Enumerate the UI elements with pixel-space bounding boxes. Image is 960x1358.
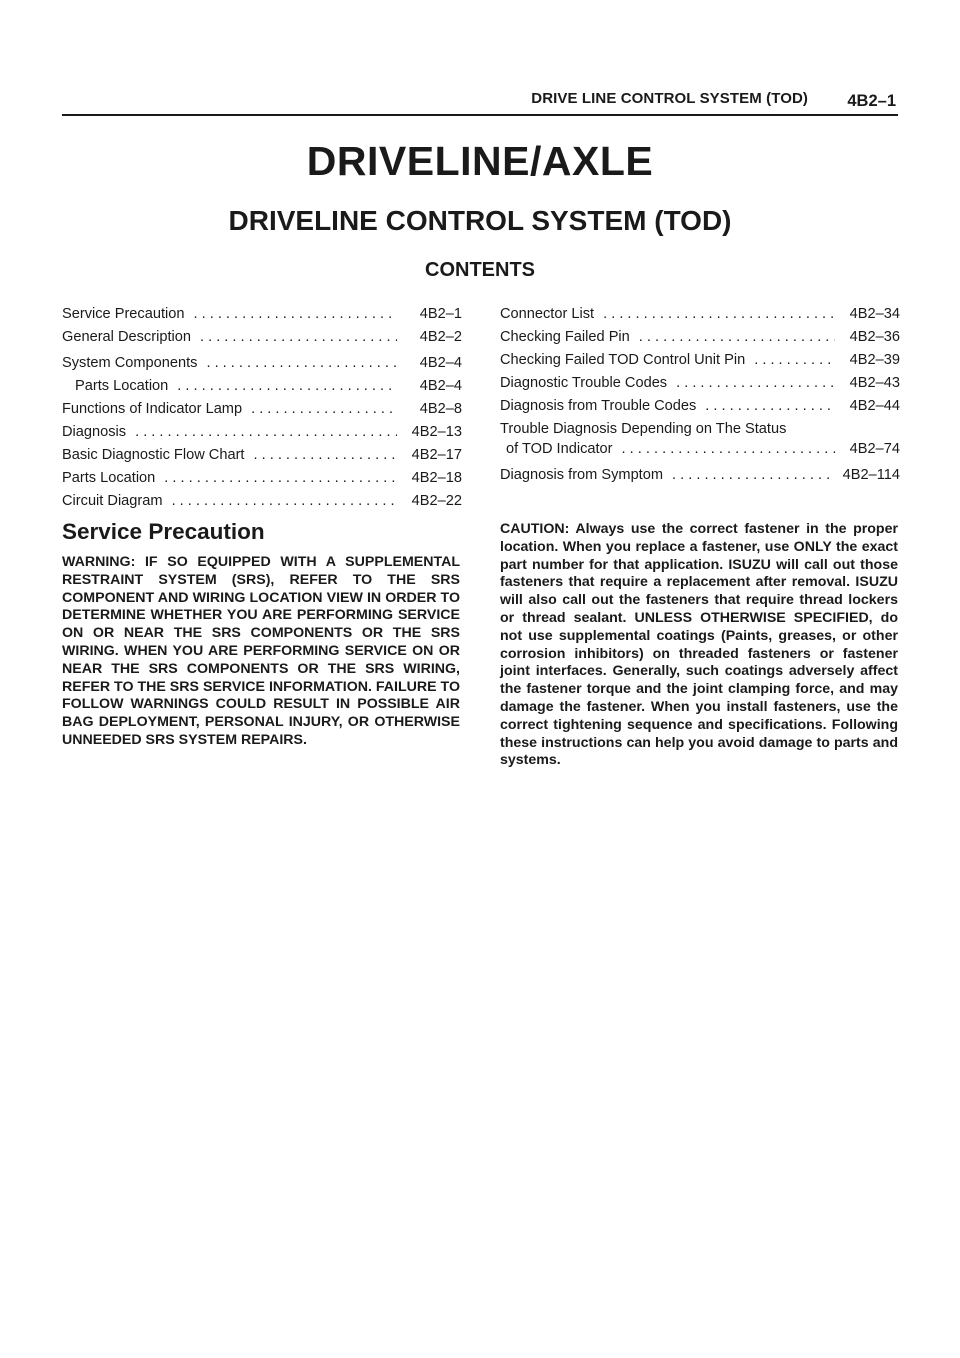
toc-entry-label: Functions of Indicator Lamp: [62, 401, 243, 417]
chapter-title: DRIVELINE/AXLE: [306, 138, 654, 184]
toc-entry[interactable]: [62, 303, 462, 326]
service-precaution-heading: Service Precaution: [62, 519, 265, 544]
toc-entry-page: 4B2–22: [411, 493, 462, 509]
section-title: DRIVE LINE CONTROL SYSTEM (TOD): [531, 90, 808, 107]
toc-dot-leader: [194, 303, 398, 326]
toc-entry-page: 4B2–74: [849, 441, 900, 457]
toc-entry-label-line1: Trouble Diagnosis Depending on The Status: [500, 421, 787, 437]
toc-entry-label: Circuit Diagram: [62, 493, 163, 509]
toc-entry-page: 4B2–39: [849, 352, 900, 368]
toc-entry[interactable]: [62, 398, 462, 421]
toc-dot-leader: [164, 467, 397, 490]
toc-entry[interactable]: [500, 349, 900, 372]
toc-entry[interactable]: [500, 326, 900, 349]
fastener-caution-text: CAUTION: Always use the correct fastener in the proper location. When you replace a fastener, use ONLY the exact part number for that application. ISUZU will call out those fasteners that require a replacement after removal. ISUZU will also call out the fasteners that require thread lockers or thread sealant. UNLESS OTHERWISE SPECIFIED, do not use supplemental coatings (Paints, greases, or other corrosion inhibitors) on threaded fasteners or fastener joint interfaces. Generally, such coatings adversely affect the fastener torque and the joint clamping force, and may damage the fastener. When you install fasteners, use the correct tightening sequence and specifications. Following these instructions can help you avoid damage to parts and systems.: [500, 521, 898, 769]
toc-entry-label: Parts Location: [62, 470, 156, 486]
toc-entry[interactable]: [500, 303, 900, 326]
toc-entry[interactable]: [500, 438, 900, 461]
toc-dot-leader: [705, 395, 835, 418]
toc-dot-leader: [676, 372, 835, 395]
page-number: 4B2–1: [847, 92, 896, 110]
toc-entry-label: Diagnostic Trouble Codes: [500, 375, 668, 391]
page-header: [62, 88, 898, 116]
contents-heading: CONTENTS: [425, 259, 535, 281]
toc-entry-page: 4B2–36: [849, 329, 900, 345]
toc-entry[interactable]: [500, 395, 900, 418]
toc-entry-label: Diagnosis from Trouble Codes: [500, 398, 697, 414]
toc-entry-label: Parts Location: [75, 378, 169, 394]
toc-entry-page: 4B2–18: [411, 470, 462, 486]
toc-entry[interactable]: [500, 464, 900, 487]
toc-dot-leader: [177, 375, 397, 398]
toc-entry-label: of TOD Indicator: [506, 441, 613, 457]
toc-dot-leader: [135, 421, 397, 444]
toc-dot-leader: [622, 438, 835, 461]
toc-entry-page: 4B2–34: [849, 306, 900, 322]
section-heading: DRIVELINE CONTROL SYSTEM (TOD): [228, 205, 732, 236]
toc-entry[interactable]: [62, 444, 462, 467]
toc-entry-label: General Description: [62, 329, 191, 345]
toc-entry[interactable]: [62, 421, 462, 444]
toc-entry-label: Service Precaution: [62, 306, 185, 322]
toc-right-column: [500, 303, 900, 487]
toc-entry-page: 4B2–17: [411, 447, 462, 463]
toc-entry[interactable]: [500, 372, 900, 395]
toc-dot-leader: [254, 444, 398, 467]
toc-dot-leader: [251, 398, 397, 421]
toc-entry[interactable]: [62, 490, 462, 513]
toc-entry-page: 4B2–13: [411, 424, 462, 440]
toc-entry-label: Basic Diagnostic Flow Chart: [62, 447, 245, 463]
toc-entry-label: Diagnosis: [62, 424, 127, 440]
toc-entry-page: 4B2–4: [419, 355, 462, 371]
toc-entry-label: Checking Failed TOD Control Unit Pin: [500, 352, 746, 368]
toc-entry-page: 4B2–2: [419, 329, 462, 345]
toc-entry-label: Checking Failed Pin: [500, 329, 630, 345]
srs-warning-text: WARNING: IF SO EQUIPPED WITH A SUPPLEMENTAL RESTRAINT SYSTEM (SRS), REFER TO THE SRS COMPONENT AND WIRING LOCATION VIEW IN ORDER TO DETERMINE WHETHER YOU ARE PERFORMING SERVICE ON OR NEAR THE SRS COMPONENTS OR THE SRS WIRING. WHEN YOU ARE PERFORMING SERVICE ON OR NEAR THE SRS COMPONENTS OR THE SRS WIRING, REFER TO THE SRS SERVICE INFORMATION. FAILURE TO FOLLOW WARNINGS COULD RESULT IN POSSIBLE AIR BAG DEPLOYMENT, PERSONAL INJURY, OR OTHERWISE UNNEEDED SRS SYSTEM REPAIRS.: [62, 554, 460, 748]
toc-entry-page: 4B2–43: [849, 375, 900, 391]
toc-entry-page: 4B2–44: [849, 398, 900, 414]
toc-entry-page: 4B2–8: [419, 401, 462, 417]
toc-entry-label: Connector List: [500, 306, 595, 322]
toc-entry[interactable]: [62, 467, 462, 490]
toc-dot-leader: [172, 490, 397, 513]
toc-dot-leader: [603, 303, 835, 326]
toc-left-column: [62, 303, 462, 513]
toc-entry[interactable]: [62, 352, 462, 375]
toc-dot-leader: [639, 326, 835, 349]
toc-entry-label: Diagnosis from Symptom: [500, 467, 664, 483]
toc-entry-page: 4B2–1: [419, 306, 462, 322]
toc-entry-page: 4B2–114: [842, 467, 900, 483]
toc-dot-leader: [206, 352, 397, 375]
toc-dot-leader: [672, 464, 834, 487]
toc-entry-label: System Components: [62, 355, 198, 371]
toc-entry[interactable]: [62, 326, 462, 349]
toc-dot-leader: [200, 326, 397, 349]
toc-entry-page: 4B2–4: [419, 378, 462, 394]
toc-dot-leader: [754, 349, 835, 372]
toc-entry[interactable]: [62, 375, 462, 398]
